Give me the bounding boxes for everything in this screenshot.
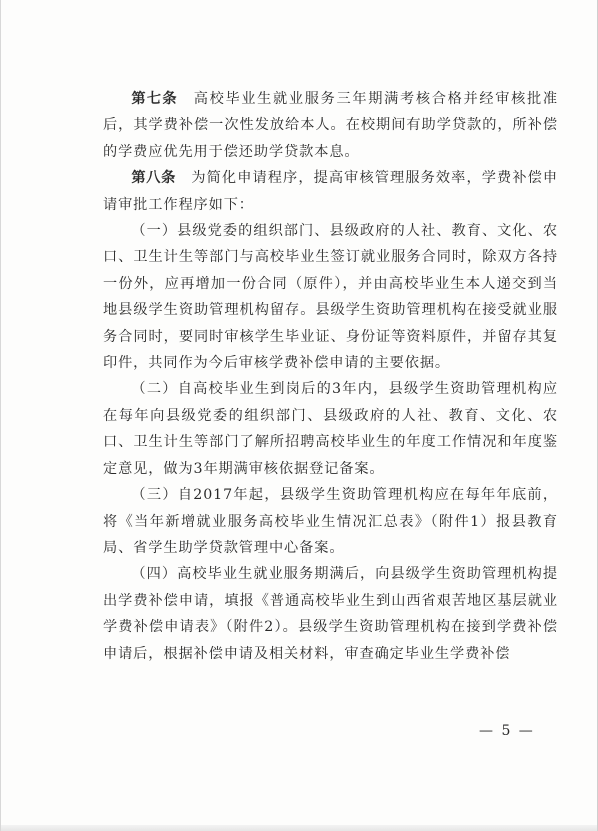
paragraph-text: （二）自高校毕业生到岗后的3年内，县级学生资助管理机构应在每年向县级党委的组织部门、县级政府的人社、教育、文化、农口、卫生计生等部门了解所招聘高校毕业生的年度工作情况和年度鉴定意见，做为3年期满审核依据登记备案。 <box>103 381 558 477</box>
paragraph-item-2 <box>103 376 558 482</box>
paragraph-text: 高校毕业生就业服务三年期满考核合格并经审核批准后，其学费补偿一次性发放给本人。在校期间有助学贷款的，所补偿的学费应优先用于偿还助学贷款本息。 <box>103 91 558 160</box>
paragraph-text: （一）县级党委的组织部门、县级政府的人社、教育、文化、农口、卫生计生等部门与高校毕业生签订就业服务合同时，除双方各持一份外，应再增加一份合同（原件），并由高校毕业生本人递交到当地县级学生资助管理机构留存。县级学生资助管理机构在接受就业服务合同时，要同时审核学生毕业证、身份证等资料原件，并留存其复印件，共同作为今后审核学费补偿申请的主要依据。 <box>103 223 558 372</box>
paragraph-text: （四）高校毕业生就业服务期满后，向县级学生资助管理机构提出学费补偿申请，填报《普通高校毕业生到山西省艰苦地区基层就业学费补偿申请表》（附件2）。县级学生资助管理机构在接到学费补偿申请后，根据补偿申请及相关材料，审查确定毕业生学费补偿 <box>103 566 558 662</box>
page-number: — 5 — <box>479 723 535 739</box>
paragraph-item-3 <box>103 482 558 561</box>
article-heading: 第七条 <box>131 91 178 107</box>
paragraph-item-1 <box>103 218 558 376</box>
paragraph-item-4 <box>103 561 558 667</box>
paragraph-article-7 <box>103 86 558 165</box>
paragraph-article-8 <box>103 165 558 218</box>
document-body <box>103 86 558 667</box>
paragraph-text: （三）自2017年起，县级学生资助管理机构应在每年年底前，将《当年新增就业服务高校毕业生情况汇总表》（附件1）报县教育局、省学生助学贷款管理中心备案。 <box>103 487 558 556</box>
paragraph-text: 为简化申请程序，提高审核管理服务效率，学费补偿申请审批工作程序如下： <box>103 170 558 213</box>
article-heading: 第八条 <box>131 170 177 187</box>
